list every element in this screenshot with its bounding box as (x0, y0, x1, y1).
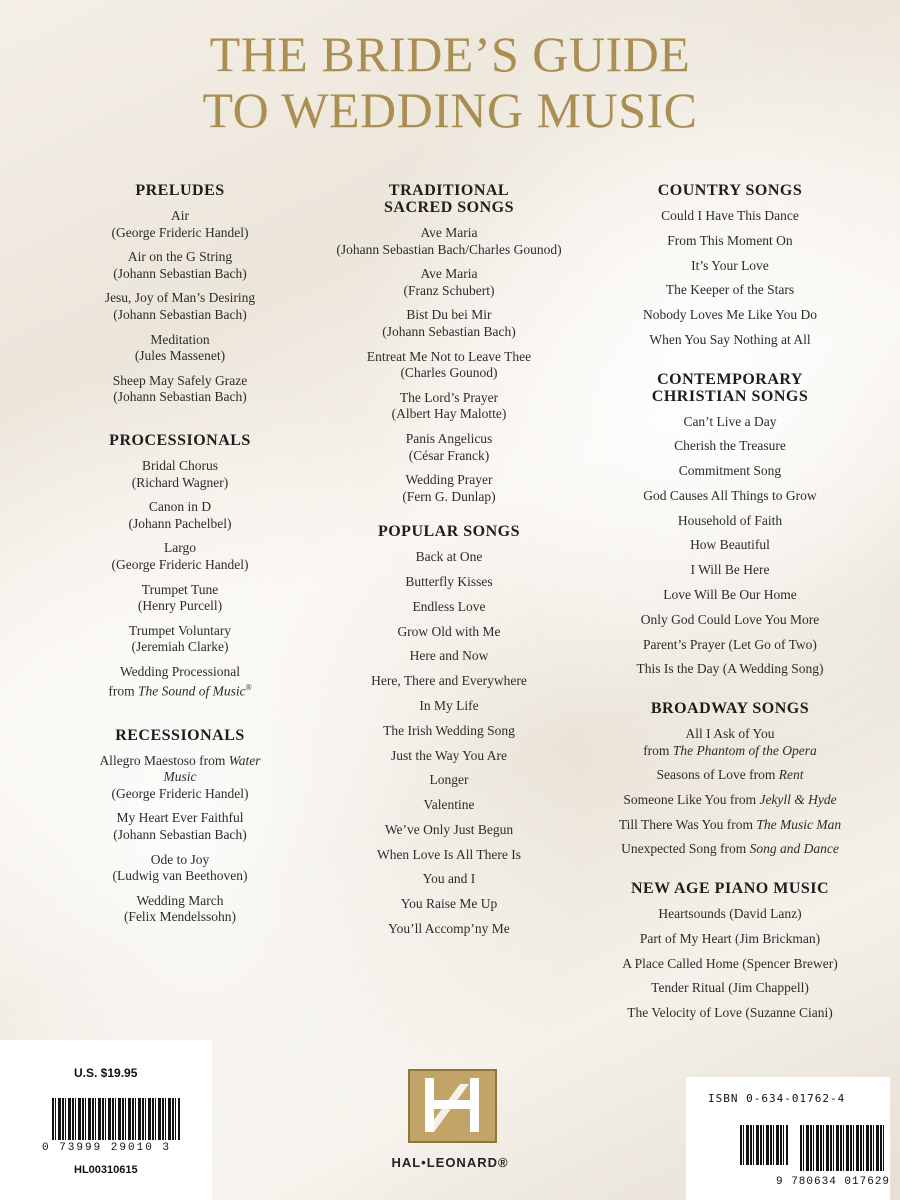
preludes-section (82, 182, 278, 406)
list-item: The Lord’s Prayer (Albert Hay Malotte) (391, 389, 507, 422)
list-item: Ode to Joy (Ludwig van Beethoven) (112, 851, 248, 884)
section-heading: POPULAR SONGS (377, 523, 521, 541)
section-heading: NEW AGE PIANO MUSIC (630, 880, 830, 898)
upc-number: 0 73999 29010 3 (42, 1142, 172, 1154)
list-item: My Heart Ever Faithful (Johann Sebastian Bach) (113, 810, 247, 842)
list-item: A Place Called Home (Spencer Brewer) (622, 955, 838, 971)
list-item: Till There Was You from The Music Man (618, 816, 842, 832)
section-heading: RECESSIONALS (115, 726, 245, 744)
list-item: Bist Du bei Mir (Johann Sebastian Bach) (382, 307, 516, 339)
list-item: Endless Love (412, 598, 486, 614)
list-item: Entreat Me Not to Leave Thee (Charles Gounod) (366, 348, 532, 381)
list-item: Allegro Maestoso from Water Music (George Frideric Handel) (99, 752, 261, 801)
list-item: Could I Have This Dance (661, 208, 799, 223)
isbn-label: ISBN 0-634-01762-4 (708, 1092, 846, 1105)
list-item: Trumpet Voluntary (Jeremiah Clarke) (128, 622, 232, 655)
list-item: Wedding Processional from The Sound of Music® (108, 663, 252, 699)
country-section (585, 182, 875, 349)
publisher-logo-icon (405, 1066, 500, 1146)
isbn-price-barcode (740, 1125, 788, 1165)
broadway-section (585, 700, 875, 858)
list-item: From This Moment On (667, 232, 793, 248)
column-left (82, 182, 278, 952)
isbn-barcode (800, 1125, 884, 1171)
list-item: Here, There and Everywhere (371, 673, 527, 689)
title-line-2: TO WEDDING MUSIC (202, 82, 698, 138)
list-item: You’ll Accomp’ny Me (388, 921, 510, 937)
list-item: Trumpet Tune (Henry Purcell) (137, 581, 223, 614)
list-item: Heartsounds (David Lanz) (658, 906, 802, 922)
list-item: Only God Could Love You More (640, 611, 820, 627)
recessionals-section (82, 727, 278, 926)
list-item: Seasons of Love from Rent (656, 767, 804, 783)
list-item: This Is the Day (A Wedding Song) (636, 661, 824, 677)
list-item: Someone Like You from Jekyll & Hyde (623, 791, 837, 807)
newage-section (585, 880, 875, 1022)
section-heading: PRELUDES (135, 182, 225, 199)
column-right (585, 182, 875, 1048)
list-item: Commitment Song (678, 463, 782, 479)
list-item: Ave Maria (Franz Schubert) (403, 266, 495, 298)
list-item: Sheep May Safely Graze (Johann Sebastian Bach) (112, 372, 248, 405)
price-label: U.S. $19.95 (74, 1066, 138, 1080)
upc-barcode (52, 1098, 180, 1140)
list-item: When Love Is All There Is (376, 846, 522, 862)
processionals-section (82, 432, 278, 701)
list-item: Back at One (415, 549, 483, 565)
list-item: Ave Maria (Johann Sebastian Bach/Charles Gounod) (336, 225, 562, 257)
section-heading: TRADITIONAL SACRED SONGS (383, 182, 515, 216)
list-item: Parent’s Prayer (Let Go of Two) (643, 636, 817, 652)
list-item: Valentine (423, 797, 475, 813)
column-middle (315, 182, 583, 964)
list-item: When You Say Nothing at All (649, 331, 811, 347)
catalog-number: HL00310615 (74, 1164, 138, 1176)
list-item: Unexpected Song from Song and Dance (621, 841, 839, 857)
list-item: In My Life (419, 698, 479, 713)
list-item: The Velocity of Love (Suzanne Ciani) (627, 1005, 833, 1021)
section-heading: BROADWAY SONGS (650, 699, 810, 717)
list-item: Tender Ritual (Jim Chappell) (651, 980, 809, 996)
popular-section (315, 523, 583, 937)
list-item: The Irish Wedding Song (383, 722, 515, 738)
list-item: Wedding March (Felix Mendelssohn) (123, 892, 237, 925)
publisher-name: HAL•LEONARD® (391, 1155, 509, 1170)
list-item: Cherish the Treasure (674, 438, 786, 454)
section-heading: COUNTRY SONGS (657, 182, 803, 199)
sacred-section (315, 182, 583, 505)
christian-section (585, 371, 875, 678)
list-item: Air (George Frideric Handel) (111, 208, 249, 240)
title-line-1: THE BRIDE’S GUIDE (209, 26, 691, 82)
list-item: How Beautiful (690, 537, 770, 553)
list-item: Can’t Live a Day (683, 413, 777, 429)
ean-number: 9 780634 017629 (776, 1176, 891, 1188)
list-item: Just the Way You Are (390, 747, 508, 763)
list-item: All I Ask of You from The Phantom of the Opera (643, 725, 817, 758)
list-item: The Keeper of the Stars (665, 282, 795, 298)
list-item: Largo (George Frideric Handel) (111, 540, 249, 572)
list-item: Jesu, Joy of Man’s Desiring (Johann Sebastian Bach) (104, 290, 256, 322)
list-item: Air on the G String (Johann Sebastian Bach) (113, 249, 247, 281)
list-item: Longer (429, 772, 469, 788)
list-item: Household of Faith (677, 512, 783, 528)
list-item: Canon in D (Johann Pachelbel) (128, 499, 232, 531)
list-item: Wedding Prayer (Fern G. Dunlap) (402, 472, 496, 504)
list-item: Butterfly Kisses (405, 574, 493, 590)
list-item: We’ve Only Just Begun (384, 821, 514, 837)
book-title (0, 26, 900, 138)
list-item: Love Will Be Our Home (663, 586, 797, 602)
list-item: You and I (422, 871, 476, 887)
list-item: Grow Old with Me (397, 623, 501, 639)
list-item: Part of My Heart (Jim Brickman) (639, 930, 821, 946)
section-heading: PROCESSIONALS (109, 431, 251, 449)
list-item: Here and Now (409, 648, 489, 664)
list-item: Bridal Chorus (Richard Wagner) (131, 457, 229, 490)
list-item: Panis Angelicus (César Franck) (405, 430, 493, 463)
list-item: It’s Your Love (691, 257, 769, 273)
list-item: You Raise Me Up (400, 896, 498, 912)
section-heading: CONTEMPORARY CHRISTIAN SONGS (651, 370, 809, 405)
list-item: Meditation (Jules Massenet) (134, 331, 226, 364)
list-item: Nobody Loves Me Like You Do (643, 307, 817, 323)
list-item: I Will Be Here (690, 562, 770, 578)
list-item: God Causes All Things to Grow (643, 487, 817, 503)
